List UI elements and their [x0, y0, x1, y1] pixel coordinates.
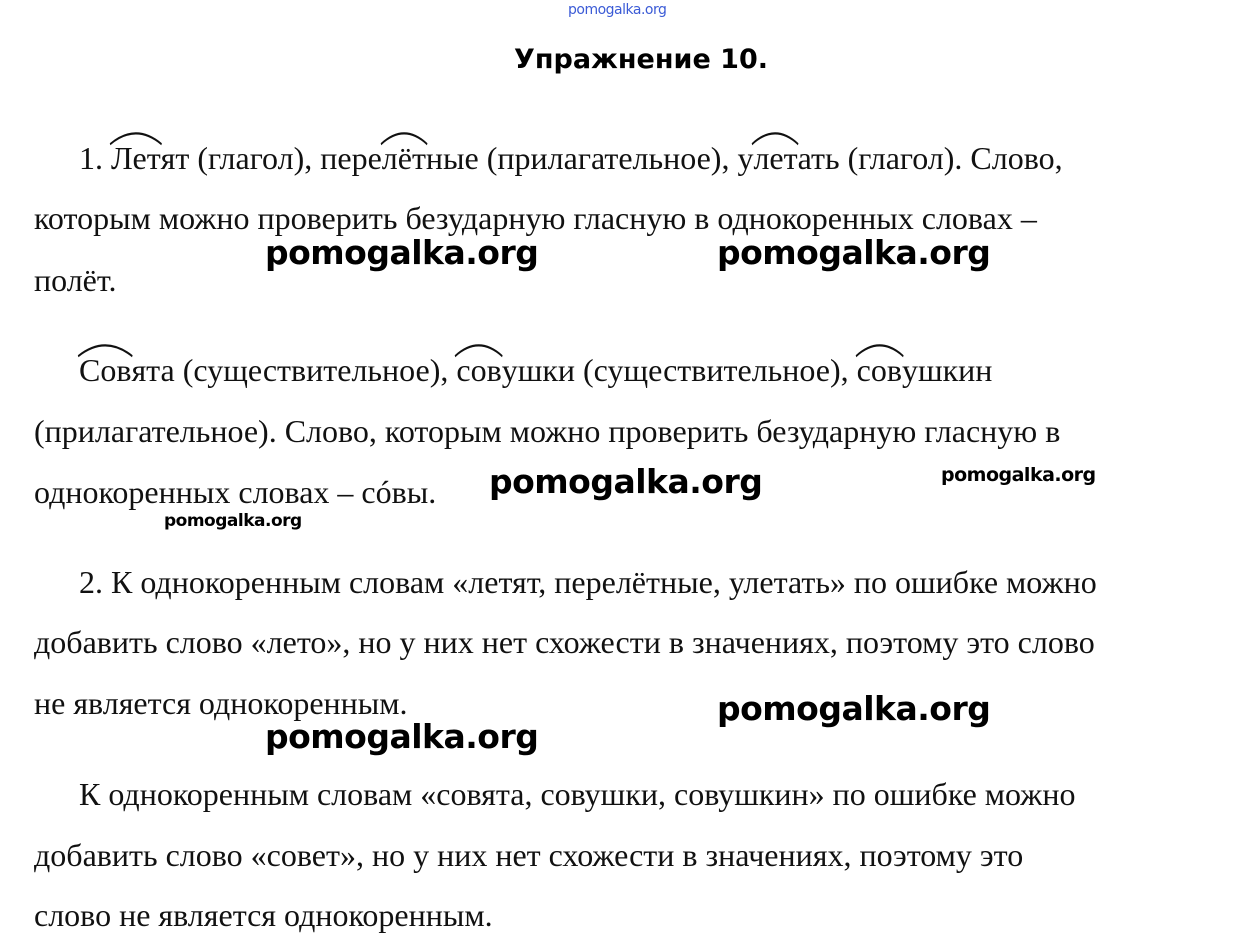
p2-line-1: Совята (существительное), совушки (существительное), совушкин [79, 352, 992, 389]
p1-line-1: 1. Летят (глагол), пере лётные (прилагательное), у летать (глагол). Слово, [79, 140, 1063, 177]
p3-line-2: добавить слово «лето», но у них нет схожести в значениях, поэтому это слово [34, 624, 1095, 660]
p3-line-1: 2. К однокоренным словам «летят, перелётные, улетать» по ошибке можно [79, 564, 1097, 600]
p4-line-1: К однокоренным словам «совята, совушки, совушкин» по ошибке можно [79, 776, 1076, 812]
root-word: лет [753, 140, 797, 177]
watermark: pomogalka.org [717, 233, 991, 272]
p2-line-2: (прилагательное). Слово, которым можно проверить безударную гласную в [34, 413, 1061, 449]
item-number: 1. [79, 140, 103, 176]
exercise-title: Упражнение 10. [514, 44, 768, 75]
watermark: pomogalka.org [489, 462, 763, 501]
root-arc [454, 340, 503, 358]
root-arc [751, 128, 799, 146]
watermark: pomogalka.org [265, 233, 539, 272]
root-word: Сов [79, 352, 131, 389]
watermark: pomogalka.org [164, 511, 302, 531]
root-arc [380, 128, 428, 146]
watermark: pomogalka.org [717, 689, 991, 728]
p2-line-3: однокоренных словах – сóвы. [34, 474, 437, 510]
p4-line-2: добавить слово «совет», но у них нет схожести в значениях, поэтому это [34, 837, 1024, 873]
header-watermark: pomogalka.org [568, 2, 667, 18]
root-arc [77, 340, 133, 358]
root-arc [855, 340, 904, 358]
p3-line-3: не является однокоренным. [34, 685, 408, 721]
root-word: лёт [382, 140, 426, 177]
root-word: Лет [111, 140, 161, 177]
watermark: pomogalka.org [941, 464, 1096, 486]
p4-line-3: слово не является однокоренным. [34, 897, 493, 933]
root-arc [109, 128, 163, 146]
p1-line-3: полёт. [34, 262, 117, 298]
p1-line-2: которым можно проверить безударную гласную в однокоренных словах – [34, 200, 1037, 236]
watermark: pomogalka.org [265, 717, 539, 756]
root-word: сов [456, 352, 501, 389]
root-word: сов [857, 352, 902, 389]
